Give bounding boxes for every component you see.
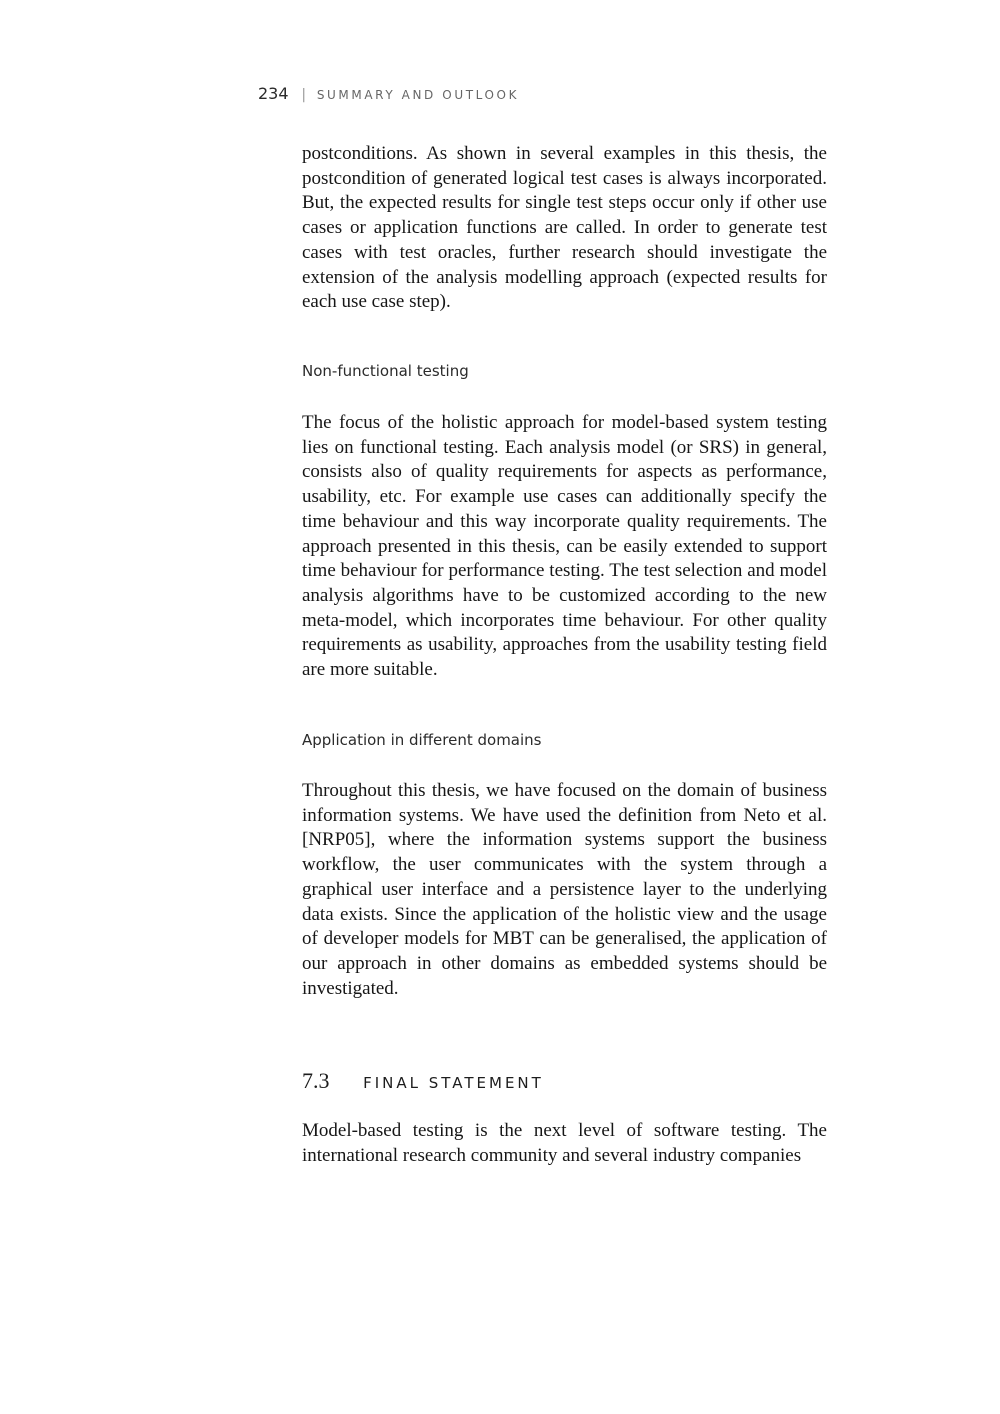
section-number: 7.3	[302, 1068, 330, 1093]
paragraph-text: The focus of the holistic approach for model-based system testing lies on functional testing. Each analysis model (or SRS) in general, consists also of quality requirements for aspects as performance, usability, etc. For example use cases can additionally specify the time behaviour and this way incorporate quality requirements. The approach presented in this thesis, can be easily extended to support time behaviour for performance testing. The test selection and model analysis algorithms have to be customized according to the new meta-model, which incorporates time behaviour. For other quality requirements as usability, approaches from the usability testing field are more suitable.	[302, 412, 827, 681]
paragraph-text: postconditions. As shown in several examples in this thesis, the postcondition of generated logical test cases is always incorporated. But, the expected results for single test steps occur only if other use cases or application functions are called. In order to generate test cases with test oracles, further research should investigate the extension of the analysis modelling approach (expected results for each use case step).	[302, 143, 827, 313]
paragraph-text: Throughout this thesis, we have focused on the domain of business information systems. We have used the definition from Neto et al. [NRP05], where the information systems support the business workflow, the user communicates with the system through a graphical user interface and a persistence layer to the underlying data exists. Since the application of the holistic view and the usage of developer models for MBT can be generalised, the application of our approach in other domains as embedded systems should be investigated.	[302, 780, 827, 999]
paragraph-postconditions	[302, 142, 827, 315]
paragraph-heading-non-functional-testing: Non-functional testing	[302, 362, 469, 380]
paragraph-heading-application-domains: Application in different domains	[302, 731, 542, 749]
header-separator: |	[301, 87, 307, 103]
paragraph-application-domains	[302, 779, 827, 1001]
paragraph-non-functional-testing	[302, 411, 827, 683]
section-title: FINAL STATEMENT	[363, 1074, 544, 1092]
running-header	[258, 84, 519, 103]
page-number: 234	[258, 84, 289, 103]
paragraph-final-statement	[302, 1119, 827, 1168]
paragraph-text: Model-based testing is the next level of software testing. The international research community and several industry companies	[302, 1120, 827, 1166]
section-heading	[302, 1068, 544, 1094]
chapter-title: SUMMARY AND OUTLOOK	[316, 88, 520, 102]
